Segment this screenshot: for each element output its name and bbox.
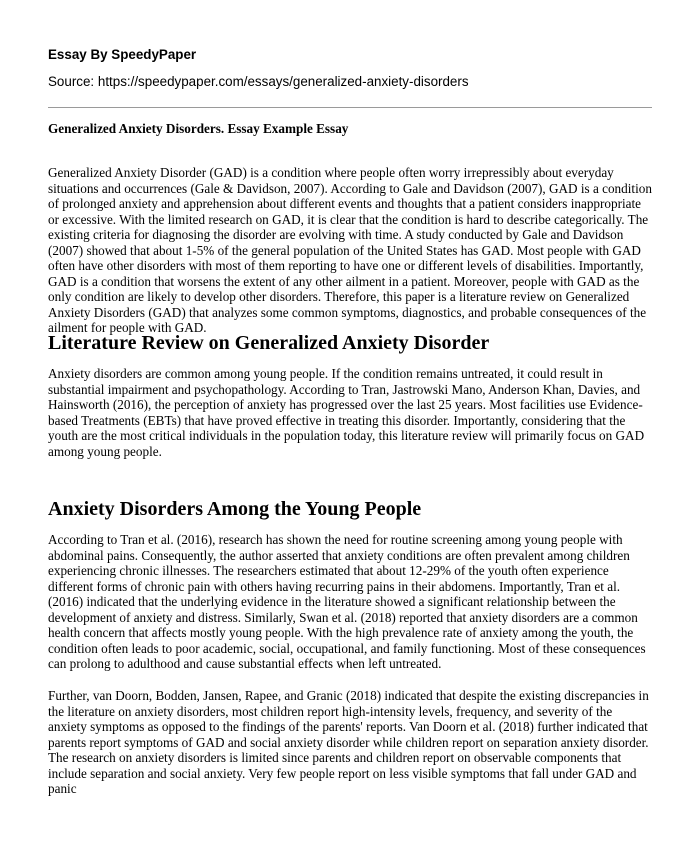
- document-title: Generalized Anxiety Disorders. Essay Example Essay: [48, 121, 349, 136]
- section-heading-young-people: Anxiety Disorders Among the Young People: [48, 498, 422, 520]
- source-line: Source: https://speedypaper.com/essays/generalized-anxiety-disorders: [48, 74, 469, 89]
- brand-label: Essay By SpeedyPaper: [48, 47, 197, 62]
- intro-paragraph: Generalized Anxiety Disorder (GAD) is a condition where people often worry irrepressibly about everyday situations and occurrences (Gale & Davidson, 2007). According to Gale and Davidson (2007), GAD is a condition of prolonged anxiety and apprehension about different events and thoughts that a patient considers inappropriate or excessive. With the limited research on GAD, it is clear that the condition is hard to describe categorically. The existing criteria for diagnosing the disorder are evolving with time. A study conducted by Gale and Davidson (2007) showed that about 1-5% of the general population of the United States has GAD. Most people with GAD often have other disorders with most of them reporting to have one or different levels of disabilities. Importantly, GAD is a condition that worsens the extent of any other ailment in a patient. Moreover, people with GAD as the only condition are likely to develop other disorders. Therefore, this paper is a literature review on Generalized Anxiety Disorders (GAD) that analyzes some common symptoms, diagnostics, and probable consequences of the ailment for people with GAD.: [48, 165, 652, 335]
- young-people-paragraph-1: According to Tran et al. (2016), research has shown the need for routine screening among young people with abdominal pains. Consequently, the author asserted that anxiety conditions are often prevalent among children experiencing chronic illnesses. The researchers estimated that about 12-29% of the youth often experience different forms of chronic pain with others having recurring pains in their abdomens. Importantly, Tran et al. (2016) indicated that the underlying evidence in the literature showed a significant relationship between the development of anxiety and distress. Similarly, Swan et al. (2018) reported that anxiety disorders are a common health concern that affects mostly young people. With the high prevalence rate of anxiety among the youth, the condition often leads to poor academic, social, occupational, and family functioning. Most of these consequences can prolong to adulthood and cause substantial effects when left untreated.: [48, 532, 646, 671]
- literature-review-paragraph: Anxiety disorders are common among young people. If the condition remains untreated, it could result in substantial impairment and psychopathology. According to Tran, Jastrowski Mano, Anderson Khan, Davies, and Hainsworth (2016), the perception of anxiety has progressed over the last 25 years. Most facilities use Evidence-based Treatments (EBTs) that have proved effective in treating this disorder. Importantly, considering that the youth are the most critical individuals in the population today, this literature review will primarily focus on GAD among young people.: [48, 366, 645, 459]
- section-heading-literature-review: Literature Review on Generalized Anxiety Disorder: [48, 332, 490, 354]
- young-people-paragraph-2: Further, van Doorn, Bodden, Jansen, Rapee, and Granic (2018) indicated that despite the existing discrepancies in the literature on anxiety disorders, most children report high-intensity levels, frequency, and severity of the anxiety symptoms as opposed to the findings of the parents' reports. Van Doorn et al. (2018) further indicated that parents report symptoms of GAD and social anxiety disorder while children report on separation anxiety disorder. The research on anxiety disorders is limited since parents and children report on observable components that include separation and social anxiety. Very few people report on less visible symptoms that fall under GAD and panic: [48, 688, 649, 796]
- header-divider: [48, 107, 652, 108]
